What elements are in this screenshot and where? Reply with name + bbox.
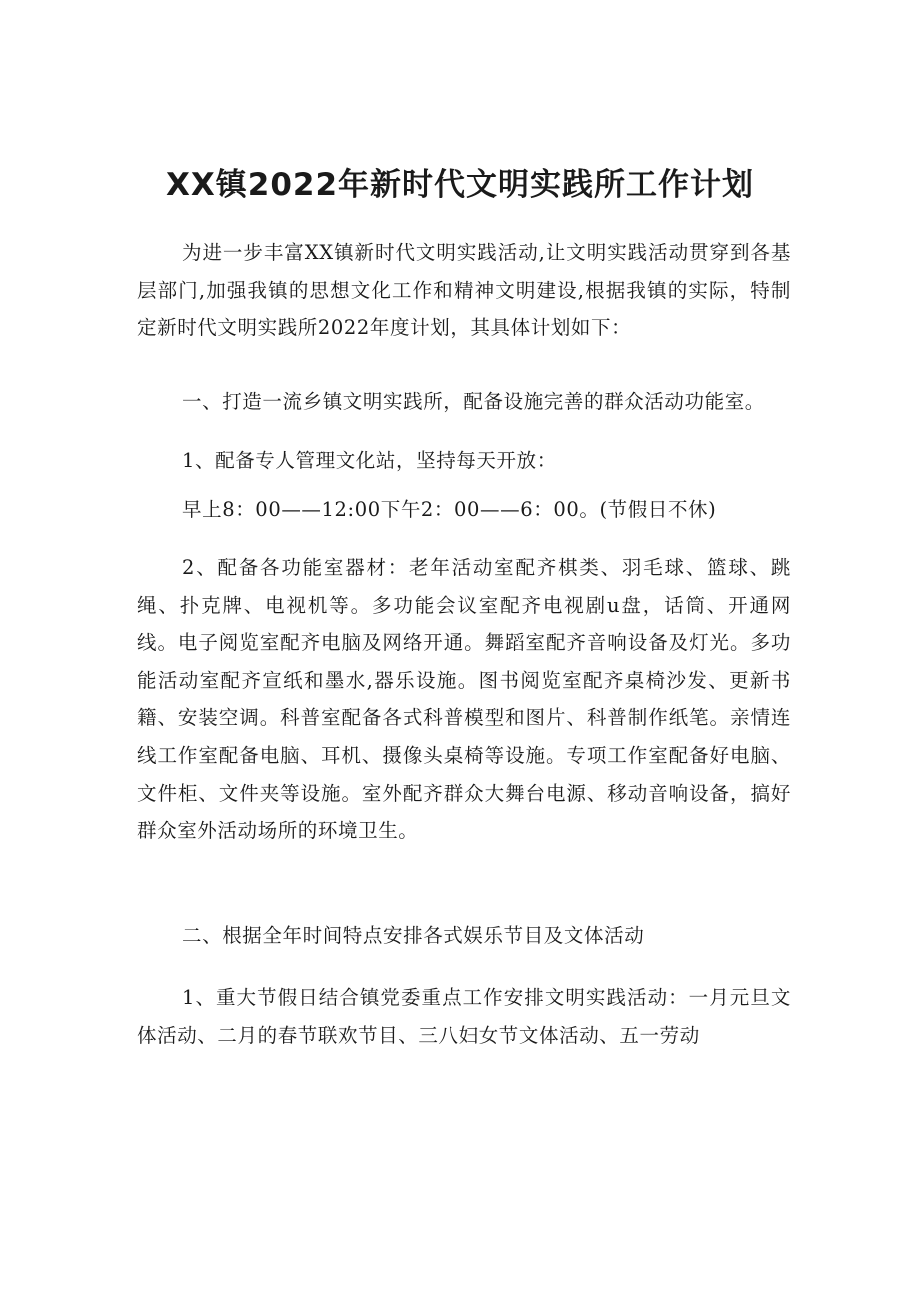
document-title: XX镇2022年新时代文明实践所工作计划 bbox=[165, 167, 755, 203]
section-one-heading: 一、打造一流乡镇文明实践所，配备设施完善的群众活动功能室。 bbox=[182, 390, 765, 413]
intro-paragraph: 为进一步丰富XX镇新时代文明实践活动,让文明实践活动贯穿到各基层部门,加强我镇的思想文化工作和精神文明建设,根据我镇的实际，特制定新时代文明实践所2022年度计划，其具体计划如下： bbox=[137, 241, 791, 340]
item-1-staffing: 1、配备专人管理文化站，坚持每天开放： bbox=[182, 449, 557, 472]
opening-hours: 早上8：00——12:00下午2：00——6：00。(节假日不休) bbox=[182, 498, 717, 521]
item-1-holiday-activities: 1、重大节假日结合镇党委重点工作安排文明实践活动：一月元旦文体活动、二月的春节联欢节目、三八妇女节文体活动、五一劳动 bbox=[137, 986, 791, 1047]
item-2-equipment: 2、配备各功能室器材：老年活动室配齐棋类、羽毛球、篮球、跳绳、扑克牌、电视机等。多功能会议室配齐电视剧u盘，话筒、开通网线。电子阅览室配齐电脑及网络开通。舞蹈室配齐音响设备及灯光。多功能活动室配齐宣纸和墨水,器乐设施。图书阅览室配齐桌椅沙发、更新书籍、安装空调。科普室配备各式科普模型和图片、科普制作纸笔。亲情连线工作室配备电脑、耳机、摄像头桌椅等设施。专项工作室配备好电脑、文件柜、文件夹等设施。室外配齐群众大舞台电源、移动音响设备，搞好群众室外活动场所的环境卫生。 bbox=[137, 556, 791, 843]
section-two-heading: 二、根据全年时间特点安排各式娱乐节目及文体活动 bbox=[182, 924, 645, 947]
